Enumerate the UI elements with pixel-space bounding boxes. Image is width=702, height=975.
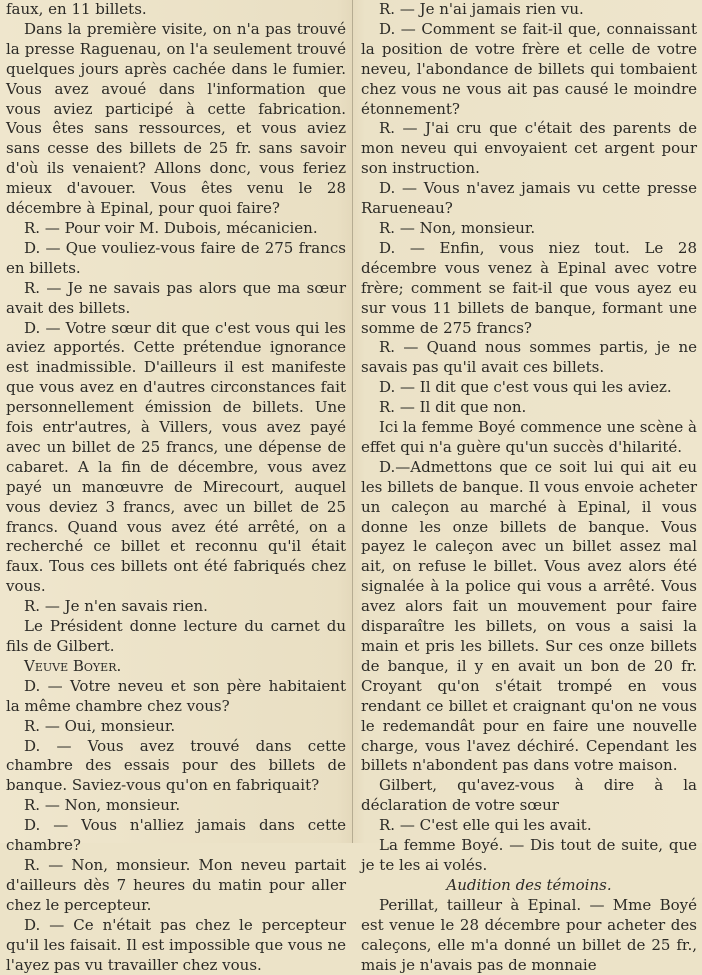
paragraph: D. — Votre sœur dit que c'est vous qui les aviez apportés. Cette prétendue ignorance est inadmissible. D'ailleurs il est manifeste que vous avez en d'autres circonstances fait personnellement émission de billets. Une fois entr'autres, à Villers, vous avez payé avec un billet de 25 francs, une dépense de cabaret. A la fin de décembre, vous avez payé un manœuvre de Mirecourt, auquel vous deviez 3 francs, avec un billet de 25 francs. Quand vous avez été arrêté, on a recherché ce billet et reconnu qu'il était faux. Tous ces billets ont été fabriqués chez vous. [6, 318, 346, 596]
paragraph: R. — Non, monsieur. Mon neveu partait d'ailleurs dès 7 heures du matin pour aller chez le percepteur. [6, 855, 346, 914]
paragraph: Perillat, tailleur à Epinal. — Mme Boyé est venue le 28 décembre pour acheter des caleçons, elle m'a donné un billet de 25 fr., mais je n'avais pas de monnaie [361, 895, 697, 974]
left-column [6, 0, 346, 975]
paragraph: Ici la femme Boyé commence une scène à effet qui n'a guère qu'un succès d'hilarité. [361, 418, 697, 456]
paragraph: R. — Je ne savais pas alors que ma sœur avait des billets. [6, 278, 346, 317]
paragraph: D. — Enfin, vous niez tout. Le 28 décembre vous venez à Epinal avec votre frère; comment se fait-il que vous ayez eu sur vous 11 billets de banque, formant une somme de 275 francs? [361, 238, 697, 337]
paragraph: R. — J'ai cru que c'était des parents de mon neveu qui envoyaient cet argent pour son instruction. [361, 119, 697, 178]
paragraph: R. — Pour voir M. Dubois, mécanicien. [24, 218, 318, 237]
paragraph: La femme Boyé. — Dis tout de suite, que je te les ai volés. [361, 836, 697, 874]
column-divider [352, 0, 353, 843]
paragraph: D. — Comment se fait-il que, connaissant la position de votre frère et celle de votre neveu, l'abondance de billets qui tombaient chez vous ne vous ait pas causé le moindre étonnement? [361, 19, 697, 118]
paragraph: D.—Admettons que ce soit lui qui ait eu les billets de banque. Il vous envoie acheter un caleçon au marché à Epinal, il vous donne les onze billets de banque. Vous payez le caleçon avec un billet assez mal ait, on refuse le billet. Vous avez alors été signalée à la police qui vous a arrêté. Vous avez alors fait un mouvement pour faire disparaître les billets, on vous a saisi la main et pris les billets. Sur ces onze billets de banque, il y en avait un bon de 20 fr. Croyant qu'on s'était trompé en vous rendant ce billet et craignant qu'on ne vous le redemandât pour en faire une nouvelle charge, vous l'avez déchiré. Cependant les billets n'abondent pas dans votre maison. [361, 457, 697, 775]
paragraph: D. — Ce n'était pas chez le percepteur qu'il les faisait. Il est impossible que vous ne l'ayez pas vu travailler chez vous. [6, 915, 347, 974]
paragraph: R. — Non, monsieur. [379, 218, 536, 237]
paragraph: R. — Non, monsieur. [24, 796, 181, 815]
paragraph: D. — Vous avez trouvé dans cette chambre des essais pour des billets de banque. Saviez-vous qu'on en fabriquait? [6, 736, 346, 795]
paragraph: R. — C'est elle qui les avait. [379, 816, 592, 835]
paragraph: Veuve Boyer. [24, 656, 122, 675]
paragraph: R. — Il dit que non. [379, 398, 527, 417]
paragraph: Dans la première visite, on n'a pas trouvé la presse Raguenau, on l'a seulement trouvé quelques jours après cachée dans le fumier. Vous avez avoué dans l'information que vous aviez participé à cette fabrication. Vous êtes sans ressources, et vous aviez sans cesse des billets de 25 fr. sans savoir d'où ils venaient? Allons donc, vous feriez mieux d'avouer. Vous êtes venu le 28 décembre à Epinal, pour quoi faire? [6, 19, 346, 218]
paragraph: Gilbert, qu'avez-vous à dire à la déclaration de votre sœur [361, 776, 697, 815]
paragraph: R. — Je n'ai jamais rien vu. [379, 0, 584, 18]
paragraph: D. — Vous n'avez jamais vu cette presse Rагueneau? [361, 179, 697, 218]
paragraph: R. — Quand nous sommes partis, je ne savais pas qu'il avait ces billets. [361, 338, 697, 377]
paragraph: R. — Oui, monsieur. [24, 716, 176, 735]
paragraph: Audition des témoins. [446, 875, 612, 894]
paragraph: Le Président donne lecture du carnet du fils de Gilbert. [6, 617, 346, 655]
paragraph: D. — Il dit que c'est vous qui les aviez. [379, 378, 672, 397]
right-column [361, 0, 697, 975]
paragraph: faux, en 11 billets. [6, 0, 147, 18]
paragraph: R. — Je n'en savais rien. [24, 597, 208, 616]
paragraph: D. — Que vouliez-vous faire de 275 francs en billets. [6, 238, 346, 277]
paragraph: D. — Vous n'alliez jamais dans cette chambre? [6, 816, 346, 855]
paragraph: D. — Votre neveu et son père habitaient la même chambre chez vous? [6, 676, 346, 715]
